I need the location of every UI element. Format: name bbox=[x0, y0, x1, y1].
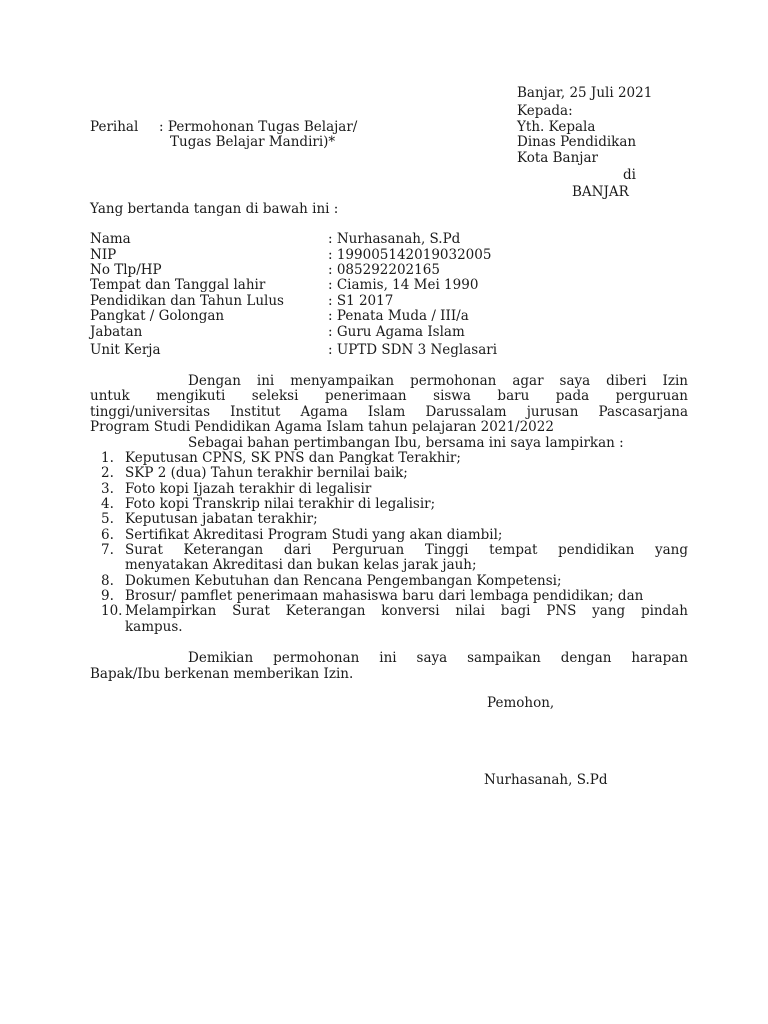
list-item-number: 9. bbox=[101, 588, 114, 604]
recipient-di: di bbox=[623, 167, 636, 183]
attachments-intro: Sebagai bahan pertimbangan Ibu, bersama ini saya lampirkan : bbox=[188, 435, 624, 451]
list-item-text: SKP 2 (dua) Tahun terakhir bernilai baik; bbox=[125, 465, 408, 481]
identity-label: Jabatan bbox=[90, 324, 143, 340]
list-item-number: 8. bbox=[101, 573, 114, 589]
body-paragraph-line-4: Program Studi Pendidikan Agama Islam tahun pelajaran 2021/2022 bbox=[90, 419, 554, 435]
closing-line-2: Bapak/Ibu berkenan memberikan Izin. bbox=[90, 666, 354, 682]
identity-value: : Guru Agama Islam bbox=[328, 324, 465, 340]
perihal-label: Perihal bbox=[90, 119, 139, 135]
identity-label: NIP bbox=[90, 247, 117, 263]
list-item-text: Surat Keterangan dari Perguruan Tinggi tempat pendidikan yang bbox=[125, 542, 688, 558]
body-paragraph-line-2: untuk mengikuti seleksi penerimaan siswa baru pada perguruan bbox=[90, 388, 688, 404]
list-item-number: 2. bbox=[101, 465, 114, 481]
identity-value: : 085292202165 bbox=[328, 262, 440, 278]
identity-value: : 199005142019032005 bbox=[328, 247, 492, 263]
list-item-text: Brosur/ pamflet penerimaan mahasiswa baru dari lembaga pendidikan; dan bbox=[125, 588, 644, 604]
recipient-dinas: Dinas Pendidikan bbox=[517, 134, 637, 150]
list-item-text: Keputusan CPNS, SK PNS dan Pangkat Terakhir; bbox=[125, 450, 461, 466]
signature-name: Nurhasanah, S.Pd bbox=[484, 772, 608, 788]
identity-label: Pendidikan dan Tahun Lulus bbox=[90, 293, 284, 309]
signature-pemohon: Pemohon, bbox=[487, 695, 555, 711]
identity-label: No Tlp/HP bbox=[90, 262, 162, 278]
recipient-city: BANJAR bbox=[572, 184, 629, 200]
identity-label: Unit Kerja bbox=[90, 342, 161, 358]
body-paragraph-line-3: tinggi/universitas Institut Agama Islam Darussalam jurusan Pascasarjana bbox=[90, 404, 688, 420]
identity-value: : Nurhasanah, S.Pd bbox=[328, 231, 461, 247]
identity-label: Nama bbox=[90, 231, 131, 247]
list-item-number: 1. bbox=[101, 450, 114, 466]
identity-value: : S1 2017 bbox=[328, 293, 394, 309]
list-item-text: Sertifikat Akreditasi Program Studi yang akan diambil; bbox=[125, 527, 503, 543]
list-item-number: 10. bbox=[101, 603, 123, 619]
identity-label: Pangkat / Golongan bbox=[90, 308, 225, 324]
list-item-number: 4. bbox=[101, 496, 114, 512]
recipient-kota: Kota Banjar bbox=[517, 150, 598, 166]
perihal-line-1: : Permohonan Tugas Belajar/ bbox=[159, 119, 358, 135]
list-item-number: 3. bbox=[101, 481, 114, 497]
list-item-text: Keputusan jabatan terakhir; bbox=[125, 511, 318, 527]
list-item-text: Dokumen Kebutuhan dan Rencana Pengembangan Kompetensi; bbox=[125, 573, 562, 589]
identity-value: : Penata Muda / III/a bbox=[328, 308, 469, 324]
closing-line-1: Demikian permohonan ini saya sampaikan dengan harapan bbox=[188, 650, 688, 666]
list-item-text: Foto kopi Ijazah terakhir di legalisir bbox=[125, 481, 372, 497]
identity-value: : UPTD SDN 3 Neglasari bbox=[328, 342, 498, 358]
body-paragraph-line-1: Dengan ini menyampaikan permohonan agar saya diberi Izin bbox=[188, 373, 688, 389]
list-item-text: Foto kopi Transkrip nilai terakhir di legalisir; bbox=[125, 496, 436, 512]
intro-text: Yang bertanda tangan di bawah ini : bbox=[90, 201, 339, 217]
list-item-text: Melampirkan Surat Keterangan konversi nilai bagi PNS yang pindah bbox=[125, 603, 688, 619]
list-item-text: menyatakan Akreditasi dan bukan kelas jarak jauh; bbox=[125, 557, 477, 573]
list-item-number: 5. bbox=[101, 511, 114, 527]
perihal-line-2: Tugas Belajar Mandiri)* bbox=[170, 134, 336, 150]
list-item-number: 6. bbox=[101, 527, 114, 543]
list-item-text: kampus. bbox=[125, 619, 183, 635]
identity-label: Tempat dan Tanggal lahir bbox=[90, 277, 266, 293]
place-date: Banjar, 25 Juli 2021 bbox=[517, 85, 653, 101]
identity-value: : Ciamis, 14 Mei 1990 bbox=[328, 277, 479, 293]
recipient-kepada: Kepada: bbox=[517, 103, 573, 119]
recipient-yth: Yth. Kepala bbox=[517, 119, 596, 135]
list-item-number: 7. bbox=[101, 542, 114, 558]
